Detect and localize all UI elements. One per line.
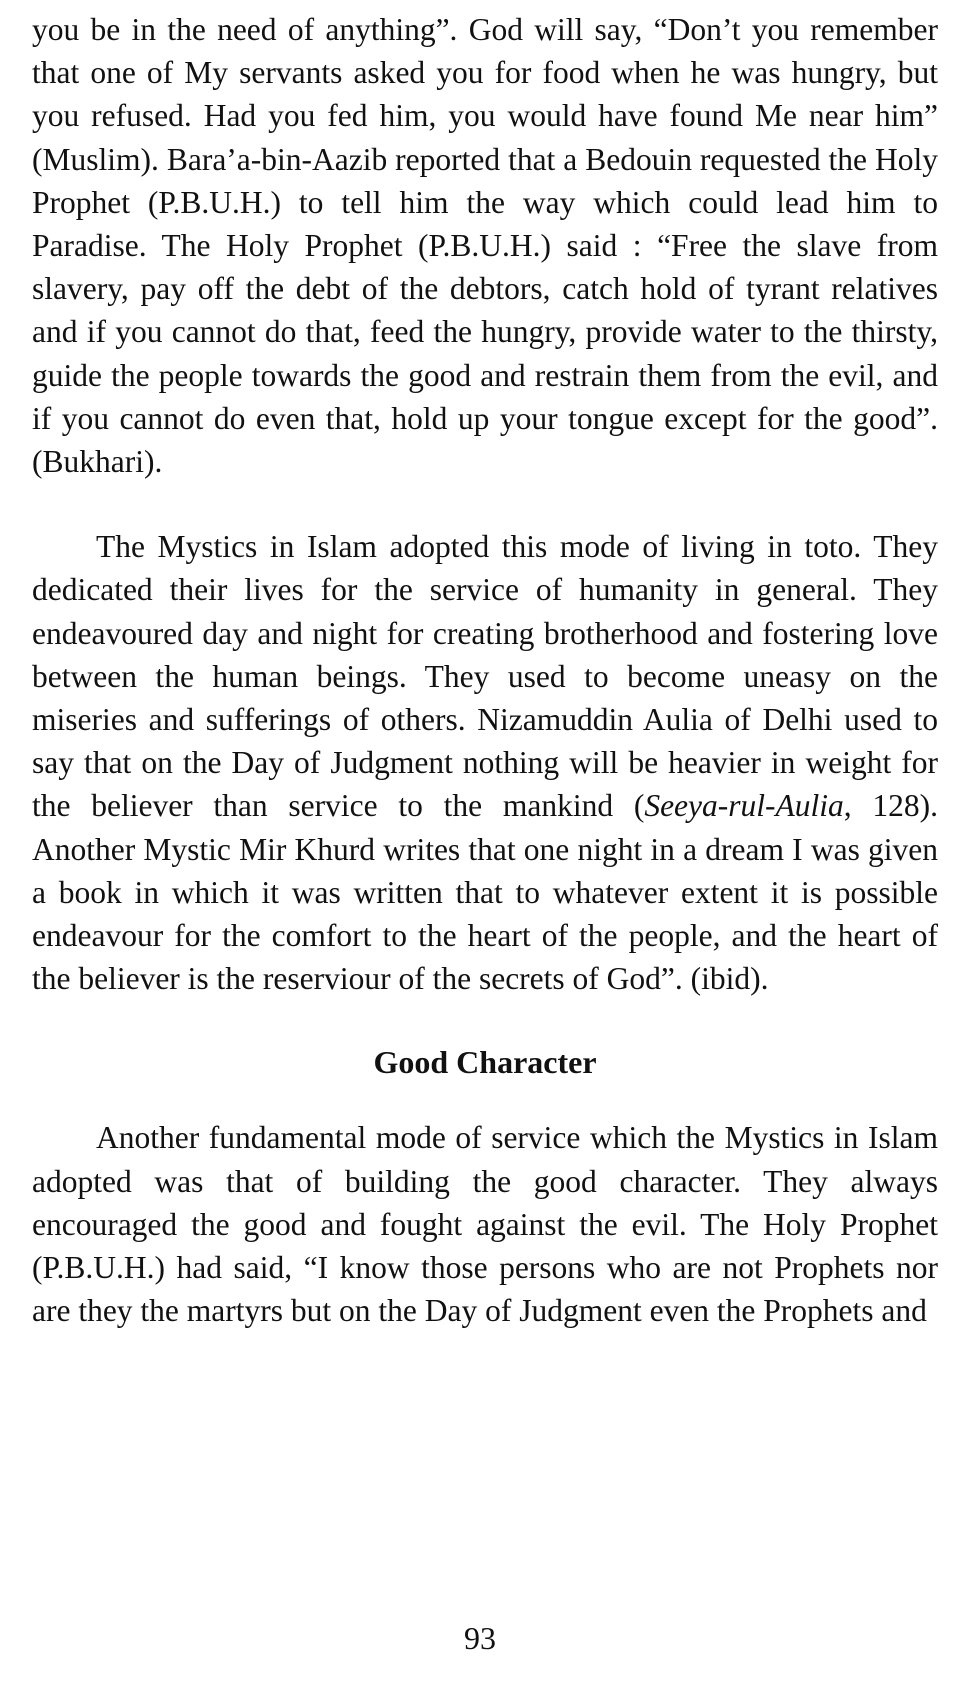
body-paragraph xyxy=(32,525,938,1000)
section-heading: Good Character xyxy=(373,1044,597,1081)
body-paragraph: Another fundamental mode of service which the Mystics in Islam adopted was that of building the good character. They always encouraged the good and fought against the evil. The Holy Prophet (P.B.U.H.) had said, “I know those persons who are not Prophets nor are they the martyrs but on the Day of Judgment even the Prophets and xyxy=(32,1120,938,1329)
book-citation: Seeya-rul-Aulia xyxy=(644,788,844,824)
body-paragraph: you be in the need of anything”. God will say, “Don’t you remember that one of My servants asked you for food when he was hungry, but you refused. Had you fed him, you would have found Me near him” (Muslim). Bara’a-bin-Aazib reported that a Bedouin requested the Holy Prophet (P.B.U.H.) to tell him the way which could lead him to Paradise. The Holy Prophet (P.B.U.H.) said : “Free the slave from slavery, pay off the debt of the debtors, catch hold of tyrant relatives and if you cannot do that, feed the hungry, provide water to the thirsty, guide the people towards the good and restrain them from the evil, and if you cannot do even that, hold up your tongue except for the good”. (Bukhari). xyxy=(32,12,938,480)
paragraph-text: , 128). Another Mystic Mir Khurd writes that one night in a dream I was given a book in which it was written that to whatever extent it is possible endeavour for the comfort to the heart of the people, and the heart of the believer is the reserviour of the secrets of God”. (ibid). xyxy=(32,788,938,997)
paragraph-text: The Mystics in Islam adopted this mode of living in toto. They dedicated their lives for the service of humanity in general. They endeavoured day and night for creating brotherhood and fostering love between the human beings. They used to become uneasy on the miseries and sufferings of others. Nizamuddin Aulia of Delhi used to say that on the Day of Judgment nothing will be heavier in weight for the believer than service to the mankind ( xyxy=(32,529,938,824)
book-page xyxy=(32,8,938,1332)
page-number: 93 xyxy=(464,1620,496,1656)
